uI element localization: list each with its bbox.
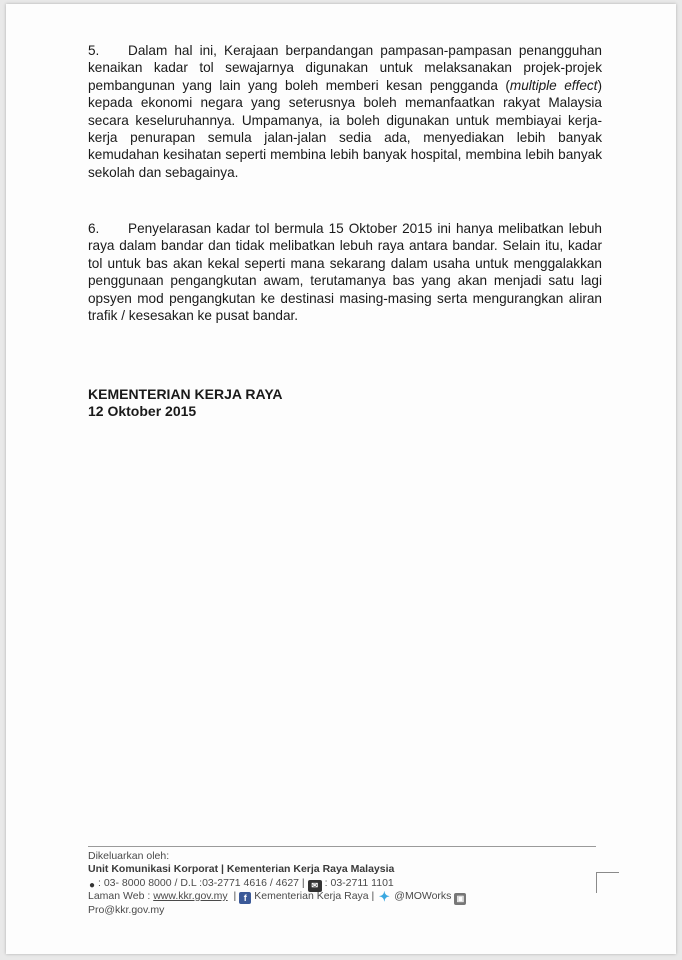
facebook-icon[interactable]: f [239,892,251,904]
italic-term: multiple effect [509,77,598,93]
twitter-handle[interactable]: @MOWorks [394,890,452,902]
footer-web-label: Laman Web : [88,890,151,902]
signature-date: 12 Oktober 2015 [88,403,197,419]
footer-fax-text: : 03-2711 1101 [324,877,394,889]
paragraph-5 [88,42,602,181]
instagram-icon[interactable]: ▣ [454,893,466,905]
footer-issued-by: Dikeluarkan oleh: [88,850,170,862]
paragraph-text-continued: ) kepada ekonomi negara yang seterusnya boleh memanfaatkan rakyat Malaysia secara keseluruhannya. Umpamanya, ia boleh digunakan untuk membiayai kerja-kerja penurapan semula jalan-jalan sedia ada, menyediakan lebih banyak kemudahan kesihatan seperti membina lebih banyak hospital, membina lebih banyak sekolah dan sebagainya. [88,77,602,180]
footer-separator: | [230,890,237,902]
facebook-text[interactable]: Kementerian Kerja Raya | [254,890,375,902]
document-page [6,4,676,954]
paragraph-number: 6. [88,221,100,236]
phone-icon: ● [88,880,96,891]
footer-unit: Unit Komunikasi Korporat | Kementerian Kerja Raya Malaysia [88,863,395,875]
footer-email[interactable]: Pro@kkr.gov.my [88,904,165,916]
fax-icon: ✉ [308,880,322,892]
signature-organization: KEMENTERIAN KERJA RAYA [88,386,283,402]
paragraph-text: Dalam hal ini, Kerajaan berpandangan pampasan-pampasan penangguhan kenaikan kadar tol sewajarnya digunakan untuk melaksanakan projek-projek pembangunan yang lain yang boleh memberi kesan pengganda ( [88,43,602,93]
twitter-icon[interactable]: ✦ [378,889,390,904]
website-link[interactable]: www.kkr.gov.my [153,890,228,902]
paragraph-6 [88,220,602,324]
footer-web-line [88,890,608,905]
paragraph-text: Penyelarasan kadar tol bermula 15 Oktober 2015 ini hanya melibatkan lebuh raya dalam bandar dan tidak melibatkan lebuh raya antara bandar. Selain itu, kadar tol untuk bas akan kekal seperti mana sekarang dalam usaha untuk menggalakkan penggunaan pengangkutan awam, terutamanya bas yang akan menjadi satu lagi opsyen mod pengangkutan ke destinasi masing-masing serta mengurangkan aliran trafik / kesesakan ke pusat bandar. [88,221,602,324]
footer-phone-text: : 03- 8000 8000 / D.L :03-2771 4616 / 4627 | [98,877,305,889]
footer-divider [88,846,596,847]
paragraph-number: 5. [88,43,100,58]
